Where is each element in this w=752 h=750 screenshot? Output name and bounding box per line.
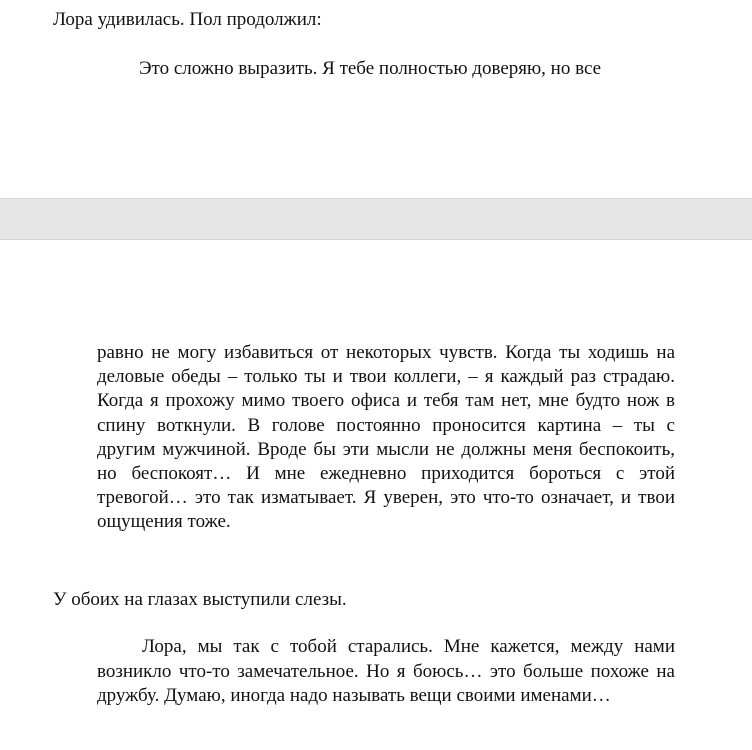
dialogue-paragraph: Лора, мы так с тобой старались. Мне кажется, между нами возникло что-то замечательное. Но я боюсь… это больше похоже на дружбу. Думаю, иногда надо называть вещи своими именами… (97, 636, 675, 706)
dialogue-paragraph-start: Это сложно выразить. Я тебе полностью доверяю, но все (139, 58, 602, 79)
document-page-2 (0, 240, 752, 750)
page-separator (0, 198, 752, 240)
document-page-1 (0, 0, 752, 198)
narration-paragraph: Лора удивилась. Пол продолжил: (53, 9, 322, 30)
dialogue-paragraph-continued: равно не могу избавиться от некоторых чувств. Когда ты ходишь на деловые обеды – только ты и твои коллеги, – я каждый раз страдаю. Когда я прохожу мимо твоего офиса и тебя там нет, мне будто нож в спину воткнули. В голове постоянно проносится картина – ты с другим мужчиной. Вроде бы эти мысли не должны меня беспокоить, но беспокоят… И мне ежедневно приходится бороться с этой тревогой… это так изматывает. Я уверен, это что-то означает, и твои ощущения тоже. (97, 342, 675, 533)
narration-paragraph: У обоих на глазах выступили слезы. (53, 589, 347, 610)
